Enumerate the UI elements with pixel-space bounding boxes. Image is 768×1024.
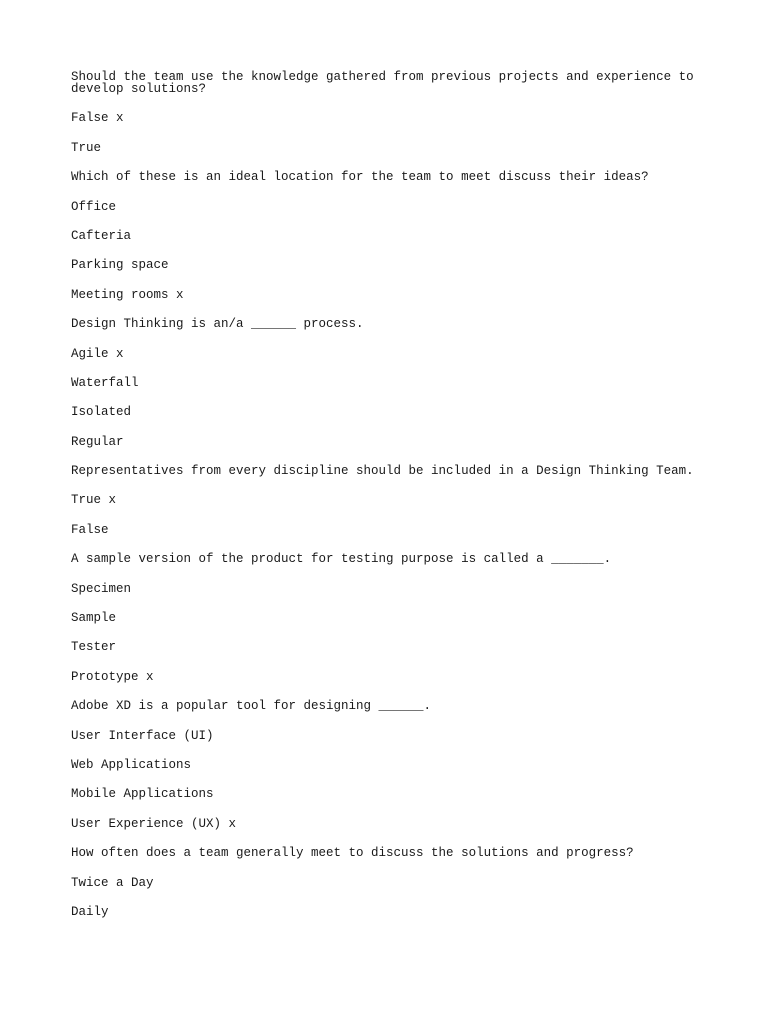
answer-option: Daily <box>71 904 109 919</box>
answer-option: Cafteria <box>71 228 132 243</box>
question-text: Representatives from every discipline should be included in a Design Thinking Team. <box>71 464 694 479</box>
answer-option: True x <box>71 493 117 508</box>
answer-option: Parking space <box>71 258 169 273</box>
question-text: Which of these is an ideal location for the team to meet discuss their ideas? <box>71 170 649 185</box>
answer-option: Waterfall <box>71 375 139 390</box>
question-3 <box>71 318 711 448</box>
answer-option: False x <box>71 111 124 126</box>
question-1 <box>71 71 711 154</box>
answer-option: Web Applications <box>71 757 192 772</box>
answer-option: Sample <box>71 611 117 626</box>
answer-option: Specimen <box>71 581 132 596</box>
answer-option: Office <box>71 199 117 214</box>
answer-option: True <box>71 140 102 155</box>
answer-option: Twice a Day <box>71 875 154 890</box>
answer-option: Agile x <box>71 346 124 361</box>
question-5 <box>71 553 711 683</box>
answer-option: Tester <box>71 640 117 655</box>
question-7 <box>71 847 711 918</box>
question-text: A sample version of the product for testing purpose is called a _______. <box>71 552 612 567</box>
question-4 <box>71 465 711 536</box>
answer-option: False <box>71 522 109 537</box>
answer-option: Meeting rooms x <box>71 287 184 302</box>
answer-option: Mobile Applications <box>71 787 214 802</box>
question-text: Should the team use the knowledge gathered from previous projects and experience to develop solutions? <box>71 70 702 96</box>
answer-option: Prototype x <box>71 669 154 684</box>
question-6 <box>71 700 711 830</box>
question-2 <box>71 171 711 301</box>
answer-option: Isolated <box>71 405 132 420</box>
question-text: Adobe XD is a popular tool for designing ______. <box>71 699 432 714</box>
question-text: How often does a team generally meet to discuss the solutions and progress? <box>71 846 634 861</box>
question-text: Design Thinking is an/a ______ process. <box>71 317 364 332</box>
answer-option: User Interface (UI) <box>71 728 214 743</box>
document-page <box>71 71 711 935</box>
answer-option: User Experience (UX) x <box>71 816 237 831</box>
answer-option: Regular <box>71 434 124 449</box>
